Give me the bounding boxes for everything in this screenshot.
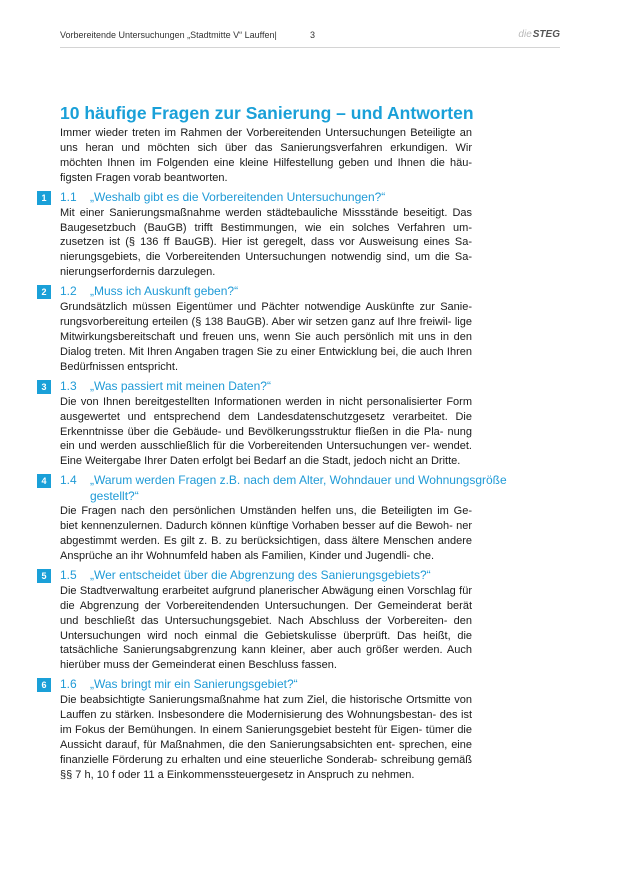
page-number: 3: [310, 30, 316, 40]
answer-line: an Dritte.: [415, 455, 461, 468]
answer-line: von Lauffen zu stärken. Insbesondere die Modernisierung des Wohnungsbestan-: [60, 694, 472, 722]
faq-question-text: „Weshalb gibt es die Vorbereitenden Untersuchungen?“: [90, 189, 386, 204]
answer-line: des ist im Fokus der Bemühungen. In einem Sanierungsgebiet besteht für Eigen-: [60, 709, 472, 737]
answer-line: lige Mitwirkungsbereitschaft und freuen uns, wenn Sie auch persönlich mit uns in: [60, 316, 472, 343]
faq-number: 1.4: [60, 473, 77, 488]
faq-answer-4: [60, 504, 472, 564]
answer-line: Die Fragen nach den persönlichen Umständen helfen uns, die Beteiligten im Ge-: [60, 505, 472, 518]
answer-line: den Dialog treten. Mit Ihren Angaben tragen Sie zu einer Entwicklung bei, die: [60, 330, 472, 358]
steg-logo: [518, 29, 560, 40]
faq-question-6: [41, 676, 472, 693]
faq-question-text: „Warum werden Fragen z.B. nach dem Alter, Wohndauer und Wohnungsgröße: [90, 473, 507, 488]
faq-question-1: [41, 189, 472, 206]
answer-line: nierungserfordernis darzulegen.: [60, 266, 216, 279]
faq-question-3: [41, 378, 472, 395]
answer-line: zu nehmen.: [356, 768, 415, 781]
answer-line: sprechen, eine finanzielle Förderung zu erhalten und eine steuerliche Sonderab-: [60, 739, 472, 766]
faq-answer-5: [60, 584, 472, 673]
page-header: [60, 30, 560, 44]
faq-number: 1.2: [60, 284, 77, 299]
answer-line: nung ein und werden ausschließlich für die Vorbereitenden Untersuchungen ver-: [60, 425, 472, 453]
intro-paragraph: [60, 126, 472, 186]
answer-line: Das Baugesetzbuch (BauGB) trifft Bestimmungen, wie ein solches Verfahren um-: [60, 206, 472, 234]
faq-number: 1.5: [60, 567, 77, 582]
answer-line: den Untersuchungen wird noch einmal die Gebietskulisse überprüft. Das heißt,: [60, 614, 472, 642]
faq-question-text: „Was passiert mit meinen Daten?“: [90, 378, 271, 393]
answer-line: Auch hierüber muss der Gemeinderat einen Beschluss fassen.: [60, 644, 472, 672]
faq-answer-6: [60, 693, 472, 782]
answer-line: nierungsgebiets, die Vorbereitenden Untersuchungen notwendig sind, um die Sa-: [60, 251, 472, 264]
faq-number: 1.1: [60, 189, 77, 204]
answer-line: Die beabsichtigte Sanierungsmaßnahme hat zum Ziel, die historische Ortsmitte: [60, 694, 451, 707]
faq-number-badge: 4: [37, 474, 51, 488]
faq-question-text-cont: gestellt?“: [90, 489, 139, 504]
answer-line: biet kennenzulernen. Dadurch können künftige Vorhaben besser auf die Bewoh-: [60, 520, 453, 533]
faq-question-5: [41, 567, 472, 584]
running-title: Vorbereitende Untersuchungen „Stadtmitte V“ Lauffen|: [60, 30, 277, 40]
answer-line: ner abgestimmt werden. Es gilt z. B. zu berücksichtigen, dass ältere Menschen: [60, 520, 472, 548]
faq-question-text: „Muss ich Auskunft geben?“: [90, 284, 239, 299]
faq-question-text: „Wer entscheidet über die Abgrenzung des Sanierungsgebiets?“: [90, 567, 431, 582]
answer-line: Die Erkenntnisse über die Gebäude- und Bevölkerungsstruktur fließen in die Pla-: [60, 410, 472, 438]
answer-line: wendet. Eine Weitergabe Ihrer Daten erfolgt bei Bedarf an die Stadt, jedoch nicht: [60, 440, 472, 468]
answer-line: für die Abgrenzung der Vorbereitendenden Untersuchungen. Der Gemeinderat: [60, 584, 472, 612]
faq-number: 1.6: [60, 677, 77, 692]
faq-number: 1.3: [60, 378, 77, 393]
logo-die: die: [518, 29, 532, 40]
answer-line: che.: [413, 549, 435, 562]
answer-line: Grundsätzlich müssen Eigentümer und Pächter notwendige Auskünfte zur Sanie-: [60, 301, 472, 314]
faq-number-badge: 5: [37, 569, 51, 583]
answer-line: Die Stadtverwaltung erarbeitet aufgrund planerischer Abwägung einen Vorschlag: [60, 584, 456, 597]
intro-line: an uns heran und möchten sich über das Sanierungsverfahren erkundigen. Wir: [60, 127, 472, 154]
answer-line: Mit einer Sanierungsmaßnahme werden städtebauliche Missstände beseitigt.: [60, 206, 448, 219]
answer-line: berät und beschließt das Untersuchungsgebiet. Nach Abschluss der Vorbereiten-: [60, 599, 472, 627]
answer-line: auch Ihren Bedürfnissen entspricht.: [60, 345, 473, 373]
faq-answer-1: [60, 206, 472, 281]
main-content: [41, 103, 507, 783]
faq-answer-2: [60, 300, 472, 375]
answer-line: rungsvorbereitung erteilen (§ 138 BauGB). Aber wir setzen ganz auf Ihre freiwil-: [60, 316, 452, 329]
intro-line: figsten Fragen vorab beantworten.: [60, 171, 228, 184]
intro-line: Immer wieder treten im Rahmen der Vorbereitenden Untersuchungen Beteiligte: [60, 127, 456, 139]
answer-line: Form ausgewertet und entsprechend dem Landesdatenschutzgesetz verarbeitet.: [60, 395, 472, 423]
faq-answer-3: [60, 395, 472, 470]
intro-line: möchten Ihnen im Folgenden eine kleine Hilfestellung geben und Ihnen die häu-: [60, 156, 472, 169]
answer-line: zusetzen ist (§ 136 ff BauGB). Hier ist geregelt, dass vor Ausweisung eines Sa-: [60, 236, 472, 249]
answer-line: andere Ansprüche an ihr Wohnumfeld haben als Familien, Kinder und Jugendli-: [60, 535, 472, 562]
faq-question-4: [41, 472, 507, 504]
header-divider: [60, 47, 560, 48]
faq-number-badge: 3: [37, 380, 51, 394]
answer-line: die tatsächliche Sanierungsabgrenzung kann kleiner, aber auch größer werden.: [60, 629, 473, 657]
logo-steg: STEG: [532, 29, 560, 40]
faq-question-text: „Was bringt mir ein Sanierungsgebiet?“: [90, 677, 298, 692]
answer-line: Die von Ihnen bereitgestellten Informationen werden in nicht personalisierter: [60, 395, 442, 408]
page-title: 10 häufige Fragen zur Sanierung – und Antworten: [60, 103, 474, 123]
answer-line: tümer die Aussicht darauf, für Maßnahmen, die den Sanierungsabsichten ent-: [60, 724, 472, 751]
faq-number-badge: 2: [37, 285, 51, 299]
faq-number-badge: 1: [37, 191, 51, 205]
answer-line: schreibung gemäß §§ 7 h, 10 f oder 11 a Einkommenssteuergesetz in Anspruch: [60, 753, 472, 781]
faq-question-2: [41, 283, 472, 300]
faq-number-badge: 6: [37, 678, 51, 692]
